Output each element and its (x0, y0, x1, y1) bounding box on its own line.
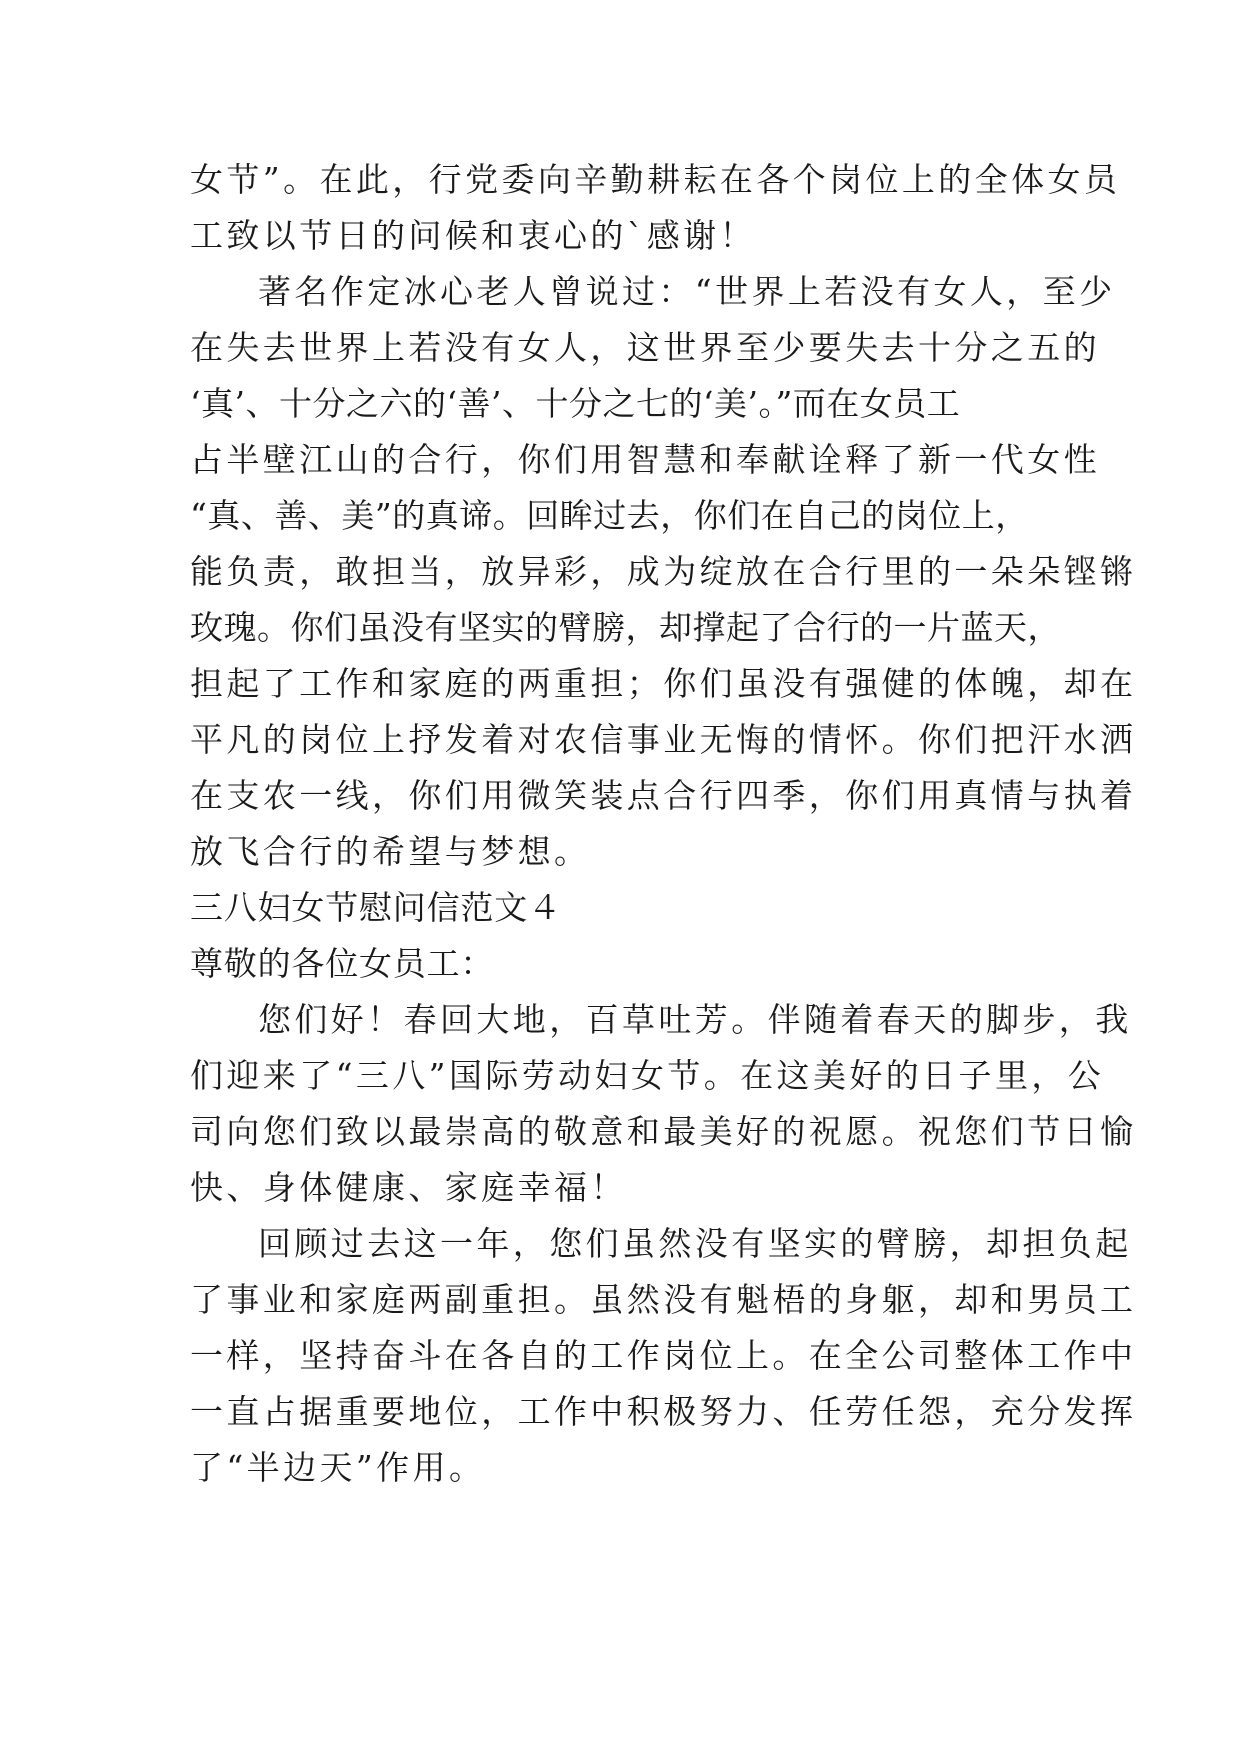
paragraph-line: 女节”。在此，行党委向辛勤耕耘在各个岗位上的全体女员 (190, 160, 1121, 199)
paragraph-line: 一样，坚持奋斗在各自的工作岗位上。在全公司整体工作中 (190, 1336, 1137, 1375)
paragraph-line: 著名作定冰心老人曾说过：“世界上若没有女人，至少 (258, 272, 1116, 311)
paragraph-line: 回顾过去这一年，您们虽然没有坚实的臂膀，却担负起 (258, 1224, 1132, 1263)
paragraph-line: 快、身体健康、家庭幸福！ (190, 1168, 627, 1207)
paragraph-line: 了“半边天”作用。 (190, 1448, 486, 1487)
paragraph-line: 平凡的岗位上抒发着对农信事业无悔的情怀。你们把汗水洒 (190, 720, 1137, 759)
document-body (190, 152, 1137, 1496)
paragraph-line: 们迎来了“三八”国际劳动妇女节。在这美好的日子里，公 (190, 1056, 1105, 1095)
paragraph-line: 放飞合行的希望与梦想。 (190, 832, 591, 871)
paragraph-line: 一直占据重要地位，工作中积极努力、任劳任怨，充分发挥 (190, 1392, 1137, 1431)
salutation: 尊敬的各位女员工： (190, 944, 495, 983)
paragraph-line: 担起了工作和家庭的两重担；你们虽没有强健的体魄，却在 (190, 664, 1137, 703)
paragraph-line: 工致以节日的问候和衷心的`感谢！ (190, 216, 756, 255)
paragraph-line: 在支农一线，你们用微笑装点合行四季，你们用真情与执着 (190, 776, 1137, 815)
paragraph-line: 在失去世界上若没有女人，这世界至少要失去十分之五的 (190, 328, 1100, 367)
paragraph-line: 占半壁江山的合行，你们用智慧和奉献诠释了新一代女性 (190, 440, 1100, 479)
paragraph-line: ‘真’、十分之六的‘善’、十分之七的‘美’。”而在女员工 (190, 384, 961, 423)
paragraph-line: 玫瑰。你们虽没有坚实的臂膀，却撑起了合行的一片蓝天， (190, 608, 1061, 647)
paragraph-line: 了事业和家庭两副重担。虽然没有魁梧的身躯，却和男员工 (190, 1280, 1137, 1319)
paragraph-line: 能负责，敢担当，放异彩，成为绽放在合行里的一朵朵铿锵 (190, 552, 1137, 591)
paragraph-line: 您们好！春回大地，百草吐芳。伴随着春天的脚步，我 (258, 1000, 1132, 1039)
paragraph-line: 司向您们致以最崇高的敬意和最美好的祝愿。祝您们节日愉 (190, 1112, 1137, 1151)
section-heading: 三八妇女节慰问信范文４ (190, 888, 562, 927)
paragraph-line: “真、善、美”的真谛。回眸过去，你们在自己的岗位上， (190, 496, 1029, 535)
